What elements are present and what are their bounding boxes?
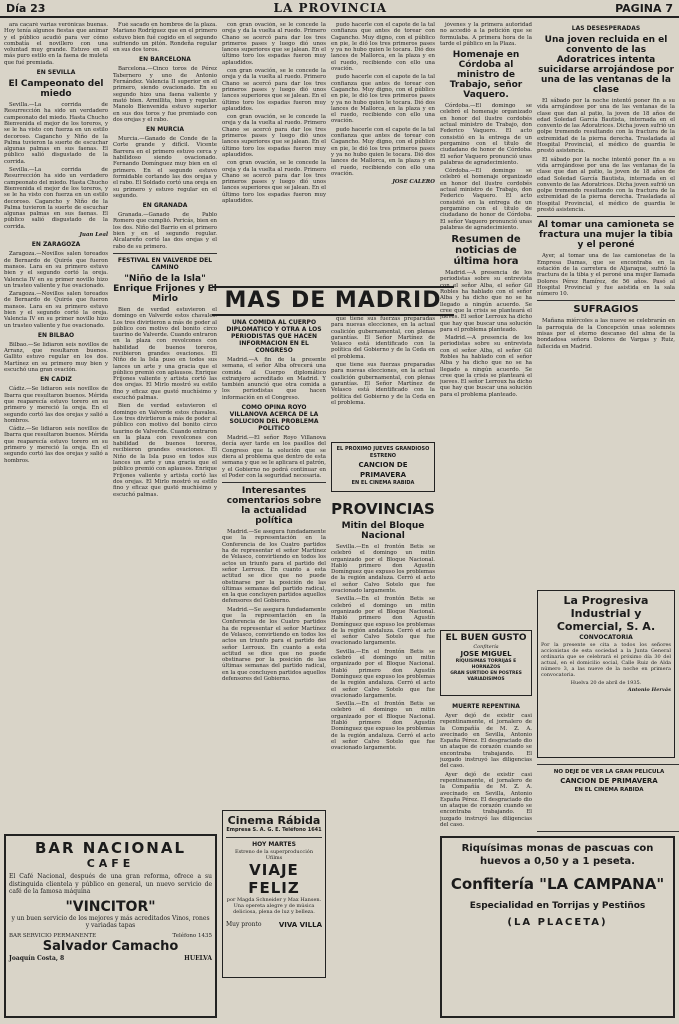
- article-text: Madrid.—Se asegura fundadamente que la representación en la Conferencia de los Cuatro partidos ha de representar el señor Martínez de Velasco, convirtiendo en todos los actos un triunfo para el partido del señor Lerroux. En cuanto a esta actitud se dice que no puede obstinarse por la posición de las últimas semanas del partido radical, en la que concluyen partidos aquellos defensores del Gobierno.: [222, 529, 326, 605]
- section-heading: EN MURCIA: [146, 126, 184, 134]
- ad-city: HUELVA: [184, 954, 212, 962]
- ad-service: BAR SERVICIO PERMANENTE: [9, 932, 97, 939]
- page-number: PAGINA 7: [615, 1, 673, 15]
- section-heading: EN BILBAO: [37, 331, 75, 339]
- article-text: con gran ovación, se le concede la oreja y da la vuelta al ruedo. Primero Chano se acercó para dar los tres primeros pases y luego dió unos lances superiores que se jalean. En el último toro los espadas fueron muy aplaudidos.: [222, 68, 326, 112]
- bar-nacional-ad: [4, 834, 217, 1018]
- article-text: ara cacaré varias verónicas buenas. Hoy tenía algunos fiestas que animar y el público acudió para ver cómo combatía el novillero con una voluntad muy grande. Estuvo en el más puro estilo en la faena de muleta que fué premiada.: [4, 22, 108, 66]
- article-text: Murcia.—Ganado de Conde de la Corte grande y difícil. Vicente Barrera en el primero estuvo cerca y habilidoso siendo ovacionado. Fernando Domínguez muy bien en el primero. En el segundo estuvo formidable cortando las dos orejas y el rabo. El Soldado cortó una oreja en su primero y estuvo regular en el segundo.: [113, 136, 217, 199]
- la-progresiva-ad: [537, 590, 675, 758]
- column-4-top: [331, 22, 435, 284]
- article-subtitle: UNA COMIDA AL CUERPO DIPLOMATICO Y OTRA A LOS PERIODISTAS QUE HACEN INFORMACION EN EL CONGRESO: [226, 319, 322, 354]
- article-title: Una joven recluida en el convento de las Adoratrices intenta suicidarse arrojándose por una de las ventanas de la clase: [538, 35, 674, 95]
- ad-subtitle: Confitería: [473, 644, 499, 650]
- article-text: Bien de verdad estuvieron el domingo en Valverde estos chavales. Los tres divirtieron a más de poder al público con motivo del bonito circo taurino de Valverde. Cuando entraron en la plaza con revolcones con habilidad de buenos toreros, recibieron grandes ovaciones. El Niño de la Isla puso en todos sus lances un arte y una gracia que el público premió con aplausos. Enrique Frijones valiente y artista cortó las dos orejas. El Mirlo mostró su estilo fino y eficaz que gustó muchísimo y escuchó palmas.: [113, 403, 217, 498]
- ad-place: (LA PLACETA): [507, 917, 608, 928]
- column-3-lower: [222, 316, 326, 798]
- article-text: Cádiz.—Se lidiaron seis novillos de Ibarra que resultaron buenos. Mérida que reaparecía estuvo torero en su primero y mereció la oreja. En el segundo cortó las dos orejas y salió a hombros.: [4, 426, 108, 464]
- cinema-rabida-ad: [222, 810, 326, 978]
- section-heading: EN CADIZ: [40, 376, 72, 384]
- ad-line: Riquísimas monas de pascuas con huevos a 0,50 y a 1 peseta.: [461, 843, 654, 867]
- section-heading: EN BARCELONA: [139, 56, 191, 64]
- article-text: Madrid.—A presencia de los periodistas sobre su entrevista con el señor Alba, el señor Gil Robles ha hablado con el señor Alba y ha dicho que no se ha llegado a ningún acuerdo. Se cree que la crisis se planteará el jueves. El señor Lerroux ha dicho que hay que buscar una solución para el problema planteado.: [440, 335, 532, 398]
- ad-film-description: por Magda Schneider y Max Hansen. Una opereta alegre y de música deliciosa, plena de luz y belleza.: [226, 897, 322, 915]
- section-heading: EN SEVILLA: [36, 69, 76, 77]
- ad-extra: y un buen servicio de los mejores y más acreditados Vinos, rones y variadas tapas: [11, 914, 210, 929]
- ad-address: Joaquín Costa, 8: [9, 954, 65, 962]
- ad-text: Por la presente se cita a todos los señores accionistas de esta sociedad a la Junta General ordinaria que se celebrará el próximo día 30 del actual, en el domicilio social, Calle Ruiz de Alda número 3, a las nueve de la noche en primera convocatoria.: [541, 642, 671, 678]
- divider: [537, 216, 675, 217]
- divider: [226, 837, 322, 838]
- article-text: Córdoba.—El domingo se celebró el homenaje organizado en honor del ilustre cordobés actual ministro de Trabajo, don Federico Vaquero. El acto consistió en la entrega de un pergamino con el título de ciudadano de honor de Córdoba. El señor Vaquero pronunció unas palabras de agradecimiento.: [440, 168, 532, 231]
- article-title: Resumen de noticias de última hora: [451, 234, 521, 268]
- ad-owner: Salvador Camacho: [42, 938, 179, 954]
- column-5-lower: [440, 700, 532, 830]
- article-text: Madrid.—A presencia de los periodistas sobre su entrevista con el señor Alba, el señor Gil Robles ha hablado con el señor Alba y ha dicho que no se ha llegado a ningún acuerdo. Se cree que la crisis se planteará el jueves. El señor Lerroux ha dicho que hay que buscar una solución para el problema planteado.: [440, 270, 532, 333]
- article-text: pudo hacerle con el capote de la tal confianza que antes de torear con Cagancho. Muy digno, con el público en pie, le dió los tres primeros pases y ya no hubo quien le tocara. Dió dos lances de Mallorca, en la plaza y en el ruedo, recibiendo con ello una ovación.: [331, 22, 435, 73]
- la-campana-ad: [440, 836, 675, 1018]
- article-text: Cádiz.—Se lidiaron seis novillos de Ibarra que resultaron buenos. Mérida que reaparecía estuvo torero en su primero y mereció la oreja. En el segundo cortó las dos orejas y salió a hombros.: [4, 386, 108, 424]
- article-text: Córdoba.—El domingo se celebró el homenaje organizado en honor del ilustre cordobés actual ministro de Trabajo, don Federico Vaquero. El acto consistió en la entrega de un pergamino con el título de ciudadano de honor de Córdoba. El señor Vaquero pronunció unas palabras de agradecimiento.: [440, 103, 532, 166]
- article-text: Madrid.—El señor Royo Villanova decía ayer tarde en los pasillos del Congreso que la solución que se diera al problema que dentro de esta semana y que se le aplicara el patrón, y el Gobierno no podrá continuar en el Poder con la seguridad necesaria.: [222, 435, 326, 479]
- article-text: Bilbao.—Se lidiaron seis novillos de Arranz, que resultaron buenos. Gallito estuvo regular en los dos. Martínez en su primero muy bien y escuchó una gran ovación.: [4, 341, 108, 374]
- article-text: Ayer, al tomar una de las camionetas de la Empresa Damas, que se encontraba en la estación de la carretera de Aljaraque, sufrió la fractura de la tibia y el peroné una mujer llamada Dolores Pérez Ramírez, de 56 años. Pasó al Hospital Provincial y fue asistida en la sala número 10.: [537, 253, 675, 298]
- ad-text: El Café Nacional, después de una gran reforma, ofrece a su distinguida clientela y público en general, un nuevo servicio de café de la famosa máquina: [9, 873, 212, 895]
- ad-subtitle: CAFE: [86, 857, 135, 870]
- article-title: El Campeonato del miedo: [8, 79, 104, 100]
- article-text: Zaragoza.—Novillos salen toreados de Bernardo de Quirós que fueron mansos. Lara en su primero estuvo bien y el segundo cortó la oreja. Valencia IV en su primer novillo hizo un trasteo valiente y fue ovacionado.: [4, 251, 108, 289]
- section-heading: FESTIVAL EN VALVERDE DEL CAMINO: [117, 256, 213, 271]
- divider: [222, 482, 326, 483]
- article-title: Al tomar una camioneta se fractura una mujer la tibia y el peroné: [537, 220, 675, 251]
- article-text: El sábado por la noche intentó poner fin a su vida arrojándose por una de las ventanas de la clase que dan al patio, la joven de 18 años de edad Soledad García Bautista, internada en el convento de las Adoratrices. Dicha joven sufrió un golpe tremendo resultando con la fractura de la extremidad de la pierna derecha. Trasladada al Hospital Provincial, el médico de guardia le prestó asistencia.: [537, 98, 675, 155]
- article-text: Fué sacado en hombros de la plaza. Mariano Rodríguez que en el primero estuvo bien fué cogido en el segundo sufriendo un pitón. Rondeña regular en sus dos toros.: [113, 22, 217, 54]
- article-text: que tiene sus fuerzas preparadas para nuevas elecciones, en la actual coalición gubernamental, con plenas garantías. El Señor Martínez de Velasco está identificado con la política del Gobierno y de la Ceda en el problema.: [331, 362, 435, 406]
- article-text: Sevilla.—En el frontón Betis se celebró el domingo un mitin organizado por el Bloque Nacional. Habló primero don Agustín Domínguez que expuso los problemas de la región andaluza. Cerró el acto el señor Calvo Sotelo que fue ovacionado largamente.: [331, 701, 435, 752]
- article-text: Sevilla.—La corrida de Resurrección ha sido un verdadero campeonato del miedo. Hasta Chucho Bienvenida el mejor de los toreros, y se le ha visto con fuerza en un estilo decoroso. Cagancho y Niño de la Palma tuvieron la suerte de escuchar algunas palmas en sus faenas. El público salió disgustado de la corrida.: [4, 102, 108, 165]
- ad-line: NO DEJE DE VER LA GRAN PELICULA: [553, 769, 665, 775]
- ad-subtitle: Especialidad en Torrijas y Pestiños: [469, 901, 646, 911]
- article-text: con gran ovación, se le concede la oreja y da la vuelta al ruedo. Primero Chano se acercó para dar los tres primeros pases y luego dió unos lances superiores que se jalean. En el último toro los espadas fueron muy aplaudidos.: [222, 22, 326, 66]
- ad-extra: GRAN SURTIDO EN POSTRES VARIADISIMOS: [450, 671, 522, 682]
- column-4-provincias: [331, 498, 435, 978]
- article-text: Madrid.—A fin de la presente semana, el señor Alba ofrecerá una comida al Cuerpo diplomático extranjero acreditado en Madrid. Y también anunció que otra comida a los periodistas que hacen información en el Congreso.: [222, 357, 326, 401]
- masthead: [0, 0, 679, 18]
- ad-title: La Progresiva: [563, 594, 649, 607]
- column-1: [4, 22, 108, 798]
- ad-title: Confitería "LA CAMPANA": [450, 875, 665, 893]
- column-4-lower: [331, 316, 435, 438]
- divider: [537, 300, 675, 301]
- article-text: jóvenes y la primera autoridad no accedió a la petición que se formulaba. A primera hora de la tarde el público en la Plaza.: [440, 22, 532, 47]
- ad-premiere: Estreno de la superproducción Ufilms: [234, 849, 314, 861]
- article-text: Sevilla.—En el frontón Betis se celebró el domingo un mitin organizado por el Bloque Nacional. Habló primero don Agustín Domínguez que expuso los problemas de la región andaluza. Cerró el acto el señor Calvo Sotelo que fue ovacionado largamente.: [331, 596, 435, 647]
- ad-machine-name: "VINCITOR": [65, 898, 156, 915]
- ad-title: BAR NACIONAL: [34, 839, 187, 857]
- ad-name: JOSE MIGUEL: [460, 650, 512, 658]
- estreno-box: [331, 442, 435, 492]
- section-heading: EN ZARAGOZA: [31, 241, 81, 249]
- article-text: pudo hacerle con el capote de la tal confianza que antes de torear con Cagancho. Muy digno, con el público en pie, le dió los tres primeros pases y ya no hubo quien le tocara. Dió dos lances de Mallorca, en la plaza y en el ruedo, recibiendo con ello una ovación.: [331, 126, 435, 177]
- ad-date: Huelva 20 de abril de 1935.: [570, 680, 642, 686]
- article-signature: Juan Leal: [79, 232, 108, 239]
- column-5: [440, 22, 532, 622]
- article-text: Mañana miércoles a las nueve se celebrarán en la parroquia de la Concepción unas solemnes misas por el eterno descanso del alma de la bondadosa señora Dolores de Vargas y Ruiz, fallecida en Madrid.: [537, 318, 675, 350]
- article-text: que tiene sus fuerzas preparadas para nuevas elecciones, en la actual coalición gubernamental, con plenas garantías. El Señor Martínez de Velasco está identificado con la política del Gobierno y de la Ceda en el problema.: [331, 316, 435, 360]
- article-title: SUFRAGIOS: [573, 304, 639, 316]
- column-2: [113, 22, 217, 798]
- ad-venue: EN EL CINEMA RABIDA: [574, 787, 644, 793]
- article-text: Zaragoza.—Novillos salen toreados de Bernardo de Quirós que fueron mansos. Lara en su primero estuvo bien y el segundo cortó la oreja. Valencia IV en su primer novillo hizo un trasteo valiente y fue ovacionado.: [4, 291, 108, 329]
- estreno-venue: EN EL CINEMA RABIDA: [351, 480, 415, 486]
- article-title: Homenaje en Córdoba al ministro de Trabajo, señor Vaquero.: [449, 50, 523, 101]
- article-text: con gran ovación, se le concede la oreja y da la vuelta al ruedo. Primero Chano se acercó para dar los tres primeros pases y luego dió unos lances superiores que se jalean. En el último toro los espadas fueron muy aplaudidos.: [222, 114, 326, 158]
- ad-next-film: VIVA VILLA: [278, 921, 322, 929]
- ad-subtitle: Empresa S. A. G. E. Teléfono 1641: [226, 827, 322, 833]
- section-title: MAS DE MADRID: [212, 286, 454, 316]
- article-text: Ayer dejó de existir casi repentinamente, el jornalero de la Compañía de M. Z. A. avecinado en Sevilla, Antonio España Pérez. El desgraciado dio un ataque de corazón cuando se encontraba trabajando. El juzgado instruyó las diligencias del caso.: [440, 771, 532, 829]
- article-title: "Niño de la Isla" Enrique Frijones y El Mirlo: [113, 273, 217, 304]
- article-text: Granada.—Ganado de Pablo Romero que cumplió. Pericás, bien en los dos. Niño del Barrio en el primero bien y en el segundo regular. Alcalareño cortó las dos orejas y el rabo de su primero.: [113, 212, 217, 250]
- article-title: MUERTE REPENTINA: [452, 703, 520, 710]
- article-text: Ayer dejó de existir casi repentinamente, el jornalero de la Compañía de M. Z. A. avecinado en Sevilla, Antonio España Pérez. El desgraciado dio un ataque de corazón cuando se encontraba trabajando. El juzgado instruyó las diligencias del caso.: [440, 713, 532, 770]
- article-text: Sevilla.—La corrida de Resurrección ha sido un verdadero campeonato del miedo. Hasta Chucho Bienvenida el mejor de los toreros, y se le ha visto con fuerza en un estilo decoroso. Cagancho y Niño de la Palma tuvieron la suerte de escuchar algunas palmas en sus faenas. El público salió disgustado de la corrida.: [4, 167, 108, 230]
- article-text: con gran ovación, se le concede la oreja y da la vuelta al ruedo. Primero Chano se acercó para dar los tres primeros pases y luego dió unos lances superiores que se jalean. En el último toro los espadas fueron muy aplaudidos.: [222, 160, 326, 205]
- section-title: PROVINCIAS: [331, 500, 435, 518]
- ad-signature: Antonio Hervás: [627, 687, 671, 693]
- article-signature: JOSE CALERO: [392, 179, 435, 186]
- ad-coming-soon: Muy pronto: [226, 921, 262, 928]
- article-title: Mitin del Bloque Nacional: [341, 521, 425, 541]
- article-text: Madrid.—Se asegura fundadamente que la representación en la Conferencia de los Cuatro partidos ha de representar el señor Martínez de Velasco, convirtiendo en todos los actos un triunfo para el partido del señor Lerroux. En cuanto a esta actitud se dice que no puede obstinarse por la posición de las últimas semanas del partido radical, en la que concluyen partidos aquellos defensores del Gobierno.: [222, 606, 326, 682]
- article-text: pudo hacerle con el capote de la tal confianza que antes de torear con Cagancho. Muy digno, con el público en pie, le dió los tres primeros pases y ya no hubo quien le tocara. Dió dos lances de Mallorca, en la plaza y en el ruedo, recibiendo con ello una ovación.: [331, 74, 435, 125]
- estreno-film: CANCION DE PRIMAVERA: [358, 461, 408, 479]
- column-6: [537, 22, 675, 582]
- newspaper-name: LA PROVINCIA: [273, 1, 388, 15]
- ad-title: EL BUEN GUSTO: [445, 633, 527, 643]
- ad-film-title: VIAJE FELIZ: [248, 861, 300, 897]
- estreno-line: EL PROXIMO JUEVES GRANDIOSO ESTRENO: [336, 446, 430, 459]
- article-text: Barcelona.—Cinco toros de Pérez Tabernero y uno de Antonio Fernández. Valencia II superior en el primero, siendo ovacionado. En su segundo hizo una faena valiente y mató bien. Armillita, bien y regular. Manolo Bienvenida estuvo superior en sus dos toros y fue premiado con dos orejas y el rabo.: [113, 66, 217, 123]
- ad-today: HOY MARTES: [252, 841, 296, 848]
- article-text: El sábado por la noche intentó poner fin a su vida arrojándose por una de las ventanas de la clase que dan al patio, la joven de 18 años de edad Soledad García Bautista, internada en el convento de las Adoratrices. Dicha joven sufrió un golpe tremendo resultando con la fractura de la extremidad de la pierna derecha. Trasladada al Hospital Provincial, el médico de guardia le prestó asistencia.: [537, 156, 675, 214]
- article-text: Sevilla.—En el frontón Betis se celebró el domingo un mitin organizado por el Bloque Nacional. Habló primero don Agustín Domínguez que expuso los problemas de la región andaluza. Cerró el acto el señor Calvo Sotelo que fue ovacionado largamente.: [331, 544, 435, 595]
- ad-title: Cinema Rábida: [227, 814, 321, 827]
- ad-film: CANCION DE PRIMAVERA: [560, 777, 658, 785]
- ad-phone: Teléfono 1435: [172, 932, 212, 939]
- el-buen-gusto-ad: [440, 630, 532, 696]
- no-deje-ad: [537, 764, 679, 832]
- article-text: Sevilla.—En el frontón Betis se celebró el domingo un mitin organizado por el Bloque Nacional. Habló primero don Agustín Domínguez que expuso los problemas de la región andaluza. Cerró el acto el señor Calvo Sotelo que fue ovacionado largamente.: [331, 648, 435, 699]
- section-heading: LAS DESESPERADAS: [571, 25, 641, 32]
- column-3-top: [222, 22, 326, 284]
- ad-text: RIQUISIMAS TORRIJAS E HORNAZOS: [455, 659, 517, 670]
- ad-subtitle: Industrial y Comercial, S. A.: [556, 607, 656, 633]
- article-text: Bien de verdad estuvieron el domingo en Valverde estos chavales. Los tres divirtieron a más de poder al público con motivo del bonito circo taurino de Valverde. Cuando entraron en la plaza con revolcones con habilidad de buenos toreros, recibieron grandes ovaciones. El Niño de la Isla puso en todos sus lances un arte y una gracia que el público premió con aplausos. Enrique Frijones valiente y artista cortó las dos orejas. El Mirlo mostró su estilo fino y eficaz que gustó muchísimo y escuchó palmas.: [113, 306, 217, 402]
- page-date: Día 23: [6, 1, 46, 15]
- ad-heading: CONVOCATORIA: [579, 634, 633, 641]
- article-title: Interesantes comentarios sobre la actualidad política: [226, 486, 322, 527]
- section-heading: EN GRANADA: [142, 202, 188, 210]
- article-subtitle: COMO OPINA ROYO VILLANOVA ACERCA DE LA SOLUCION DEL PROBLEMA POLITICO: [229, 404, 319, 433]
- divider: [113, 253, 217, 254]
